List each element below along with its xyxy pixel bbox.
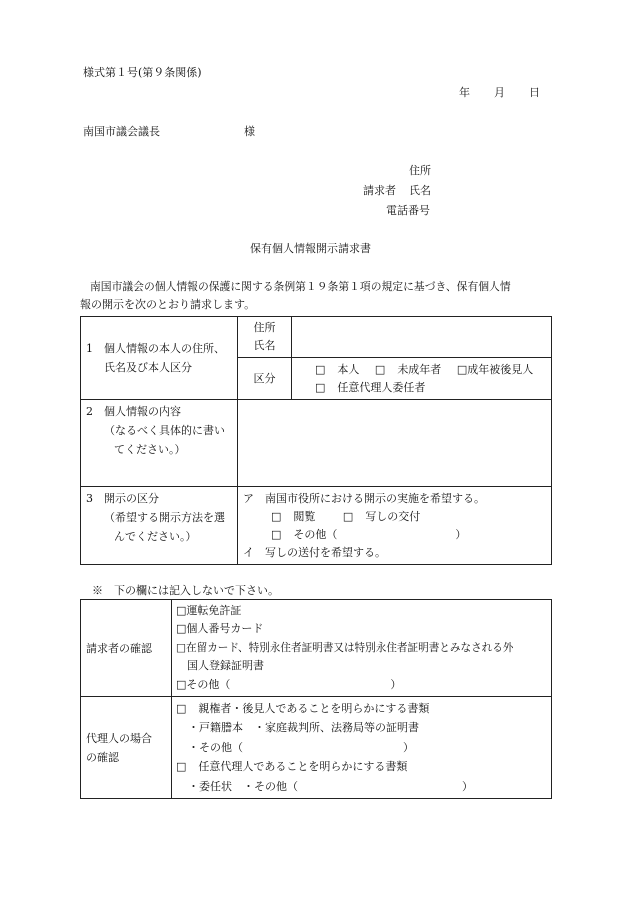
option-self-label: 本人 [337, 362, 360, 376]
intro-line-2: 報の開示を次のとおり請求します。 [80, 298, 256, 311]
checkbox-residence-card[interactable]: □ [176, 641, 187, 654]
disclosure-heading-line-3: んでください。） [114, 530, 197, 543]
subject-heading-line-1: 1 個人情報の本人の住所、 [86, 342, 225, 355]
voluntary-agent-docs-items: ・委任状 ・その他（ [188, 779, 298, 793]
option-b-label: イ 写しの送付を希望する。 [243, 545, 386, 559]
item-requester-other: その他（ [186, 677, 231, 691]
guardian-docs-title: 親権者・後見人であることを明らかにする書類 [198, 701, 430, 715]
item-alien-registration: 国人登録証明書 [187, 659, 264, 673]
requester-name-label: 氏名 [409, 184, 431, 197]
agent-check-heading-line-2: の確認 [86, 750, 119, 764]
requester-other-close: ） [390, 677, 402, 691]
agent-check-items [172, 697, 552, 799]
content-heading-cell [81, 400, 238, 487]
checkbox-drivers-license[interactable]: □ [176, 603, 187, 617]
subject-address-name-field[interactable] [292, 317, 552, 358]
option-other-close: ） [455, 527, 467, 541]
option-minor-label: 未成年者 [397, 362, 442, 376]
address-name-label-cell [238, 317, 292, 358]
content-heading-line-3: てください。） [114, 443, 186, 456]
page-title: 保有個人情報開示請求書 [250, 242, 371, 255]
addressee-honorific: 様 [244, 125, 255, 138]
item-my-number-card: 個人番号カード [186, 622, 264, 636]
requester-check-items [172, 600, 552, 697]
checkbox-requester-other[interactable]: □ [176, 677, 187, 691]
requester-check-heading: 請求者の確認 [81, 600, 172, 697]
disclosure-heading-line-2: （希望する開示方法を選 [104, 511, 225, 524]
disclosure-heading-cell [81, 487, 238, 565]
checkbox-inspection[interactable]: □ [271, 509, 282, 523]
voluntary-agent-docs-title: 任意代理人であることを明らかにする書類 [198, 760, 408, 774]
option-a-label: ア 南国市役所における開示の実施を希望する。 [243, 491, 485, 505]
form-number: 様式第１号(第９条関係) [83, 66, 202, 79]
subject-category-options [292, 358, 552, 400]
office-use-note: ※ 下の欄には記入しないで下さい。 [92, 584, 279, 597]
requester-address-label: 住所 [409, 164, 431, 177]
item-residence-card: 在留カード、特別永住者証明書又は特別永住者証明書とみなされる外 [186, 641, 514, 654]
date-year-label: 年 [459, 86, 470, 99]
option-voluntary-agent-label: 任意代理人委任者 [337, 380, 426, 394]
option-copy-delivery-label: 写しの交付 [365, 509, 421, 523]
option-inspection-label: 閲覧 [293, 509, 316, 523]
agent-check-heading-line-1: 代理人の場合 [86, 731, 152, 745]
content-field[interactable] [238, 400, 552, 487]
option-other-label: その他（ [293, 527, 338, 541]
checkbox-self[interactable]: □ [315, 362, 326, 376]
checkbox-my-number-card[interactable]: □ [176, 622, 187, 636]
item-drivers-license: 運転免許証 [186, 603, 242, 617]
checkbox-minor[interactable]: □ [374, 362, 386, 376]
agent-check-heading-cell [81, 697, 172, 799]
requester-role: 請求者 [363, 184, 396, 197]
date-day-label: 日 [529, 86, 540, 99]
requester-phone-label: 電話番号 [386, 204, 430, 217]
disclosure-heading-line-1: 3 開示の区分 [86, 492, 159, 505]
checkbox-voluntary-agent-docs[interactable]: □ [176, 760, 187, 774]
checkbox-copy-delivery[interactable]: □ [342, 509, 354, 523]
subject-heading-cell [81, 317, 238, 400]
addressee-name: 南国市議会議長 [83, 125, 160, 138]
office-use-table [80, 599, 552, 799]
subject-category-label: 区分 [238, 358, 292, 400]
subject-heading-line-2: 氏名及び本人区分 [104, 361, 192, 374]
option-adult-ward-label: 成年被後見人 [467, 362, 534, 376]
checkbox-other-method[interactable]: □ [271, 527, 282, 541]
subject-name-label: 氏名 [253, 339, 276, 352]
content-heading-line-2: （なるべく具体的に書い [104, 424, 225, 437]
checkbox-voluntary-agent[interactable]: □ [315, 380, 326, 394]
disclosure-options-cell [238, 487, 552, 565]
request-table [80, 316, 552, 565]
guardian-docs-other-close: ） [403, 740, 414, 754]
subject-address-label: 住所 [253, 321, 276, 334]
voluntary-agent-docs-close: ） [462, 779, 473, 793]
date-month-label: 月 [494, 86, 505, 99]
guardian-docs-items: ・戸籍謄本 ・家庭裁判所、法務局等の証明書 [188, 721, 419, 735]
intro-line-1: 南国市議会の個人情報の保護に関する条例第１９条第１項の規定に基づき、保有個人情 [90, 280, 511, 293]
checkbox-guardian-docs[interactable]: □ [176, 701, 187, 715]
content-heading-line-1: 2 個人情報の内容 [86, 405, 181, 418]
checkbox-adult-ward[interactable]: □ [456, 362, 468, 376]
guardian-docs-other: ・その他（ [188, 740, 243, 754]
